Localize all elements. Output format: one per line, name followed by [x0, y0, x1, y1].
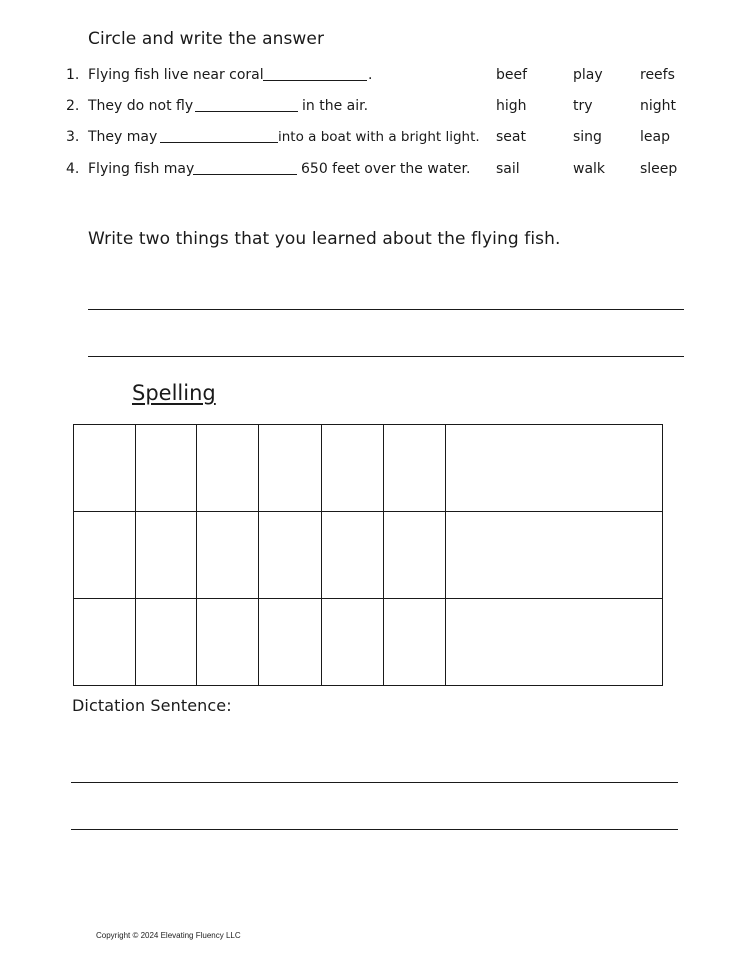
dictation-line-2[interactable] — [71, 829, 678, 830]
letter-box[interactable] — [322, 425, 384, 512]
answer-blank[interactable] — [160, 127, 278, 143]
letter-box[interactable] — [197, 512, 259, 599]
question-4 — [0, 159, 750, 179]
letter-box[interactable] — [136, 425, 197, 512]
word-box[interactable] — [446, 599, 663, 686]
spelling-grid — [73, 424, 663, 686]
learned-prompt: Write two things that you learned about the flying fish. — [88, 229, 561, 249]
letter-box[interactable] — [136, 512, 197, 599]
question-number: 2. — [66, 98, 80, 114]
letter-box[interactable] — [384, 512, 446, 599]
writing-line-2[interactable] — [88, 356, 684, 357]
question-number: 4. — [66, 161, 80, 177]
word-box[interactable] — [446, 425, 663, 512]
question-text-after: . — [368, 67, 373, 83]
choice-word[interactable]: walk — [573, 161, 606, 177]
question-2 — [0, 96, 750, 116]
letter-box[interactable] — [259, 425, 322, 512]
choice-word[interactable]: sing — [573, 129, 602, 145]
spelling-row — [74, 599, 663, 686]
choice-word[interactable]: beef — [496, 67, 528, 83]
question-number: 3. — [66, 129, 80, 145]
choice-word[interactable]: sail — [496, 161, 520, 177]
question-number: 1. — [66, 67, 80, 83]
letter-box[interactable] — [384, 599, 446, 686]
question-text-before: They do not fly — [88, 98, 194, 114]
choice-word[interactable]: seat — [496, 129, 526, 145]
question-1 — [0, 65, 750, 85]
letter-box[interactable] — [322, 512, 384, 599]
question-text-before: Flying fish live near coral — [88, 67, 264, 83]
choice-word[interactable]: play — [573, 67, 603, 83]
answer-blank[interactable] — [195, 96, 298, 112]
letter-box[interactable] — [259, 599, 322, 686]
letter-box[interactable] — [197, 599, 259, 686]
spelling-row — [74, 512, 663, 599]
answer-blank[interactable] — [193, 159, 297, 175]
letter-box[interactable] — [74, 512, 136, 599]
word-box[interactable] — [446, 512, 663, 599]
letter-box[interactable] — [197, 425, 259, 512]
letter-box[interactable] — [384, 425, 446, 512]
spelling-row — [74, 425, 663, 512]
choice-word[interactable]: night — [640, 98, 677, 114]
dictation-label: Dictation Sentence: — [72, 696, 232, 715]
choice-word[interactable]: high — [496, 98, 527, 114]
question-text-after: into a boat with a bright light. — [278, 129, 480, 145]
dictation-line-1[interactable] — [71, 782, 678, 783]
choice-word[interactable]: leap — [640, 129, 670, 145]
question-text-before: They may — [88, 129, 158, 145]
letter-box[interactable] — [136, 599, 197, 686]
letter-box[interactable] — [322, 599, 384, 686]
question-3 — [0, 127, 750, 147]
letter-box[interactable] — [74, 425, 136, 512]
spelling-title: Spelling — [132, 381, 216, 405]
question-text-after: in the air. — [302, 98, 369, 114]
circle-write-title: Circle and write the answer — [88, 29, 325, 49]
copyright-text: Copyright © 2024 Elevating Fluency LLC — [96, 931, 241, 940]
answer-blank[interactable] — [263, 65, 367, 81]
question-text-after: 650 feet over the water. — [301, 161, 471, 177]
choice-word[interactable]: sleep — [640, 161, 678, 177]
letter-box[interactable] — [259, 512, 322, 599]
writing-line-1[interactable] — [88, 309, 684, 310]
choice-word[interactable]: reefs — [640, 67, 675, 83]
letter-box[interactable] — [74, 599, 136, 686]
question-text-before: Flying fish may — [88, 161, 195, 177]
choice-word[interactable]: try — [573, 98, 593, 114]
